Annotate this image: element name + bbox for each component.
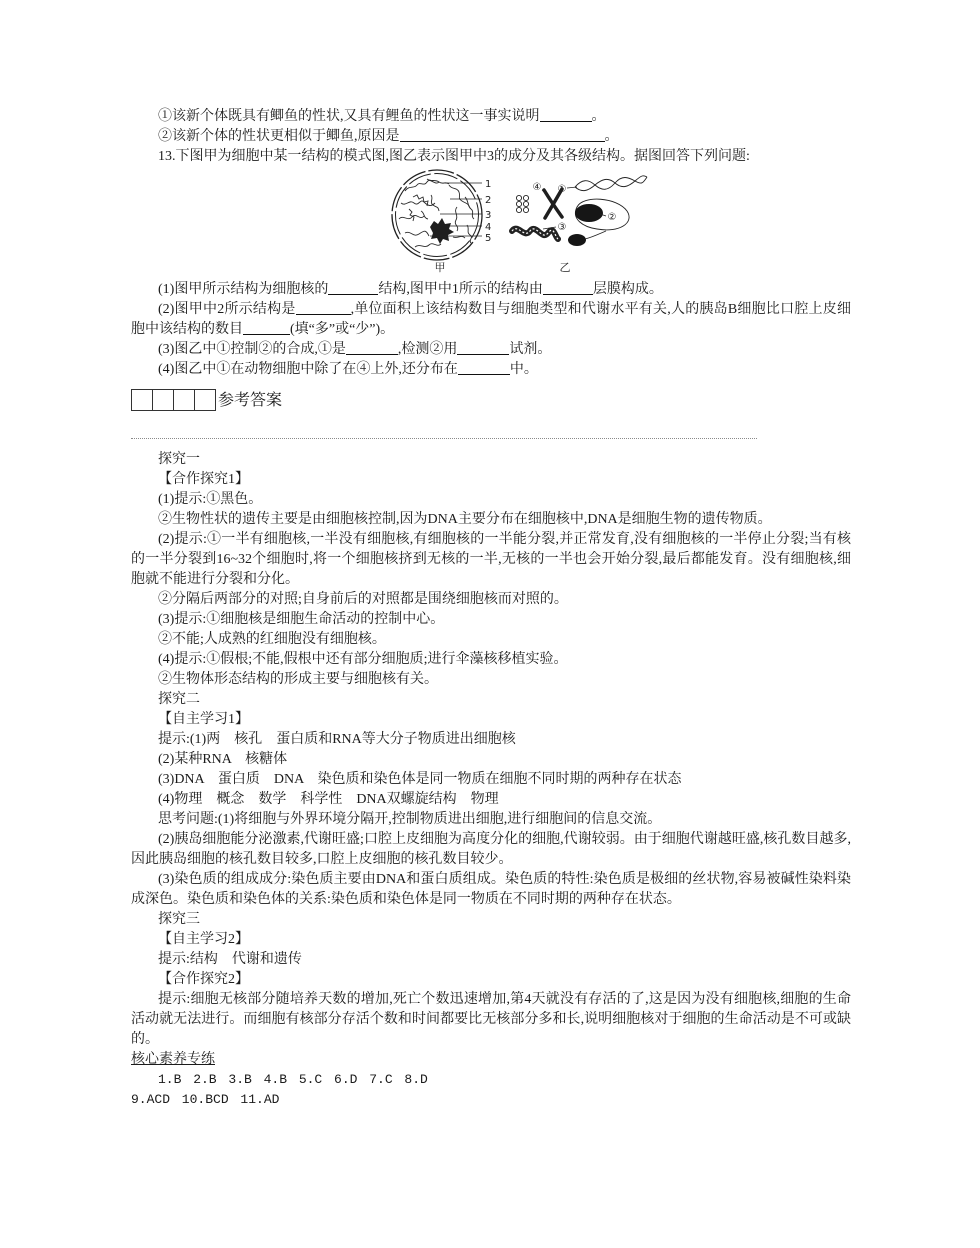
answer-blank: [540, 109, 592, 122]
figure-svg: [131, 167, 851, 280]
jia-caption: 甲: [434, 261, 446, 274]
question-13-part-1: [131, 280, 851, 300]
answer-line: ②分隔后两部分的对照;自身前后的对照都是围绕细胞核而对照的。: [158, 592, 568, 607]
yi-caption: 乙: [559, 261, 571, 274]
protein-ellipse: [575, 204, 603, 222]
subsection-title: 【合作探究1】: [158, 472, 249, 487]
dna-helix: [575, 176, 647, 191]
nucleosome: [523, 201, 528, 206]
answer-line: (4)提示:①假根;不能,假根中还有部分细胞质;进行伞藻核移植实验。: [158, 652, 568, 667]
answer-key-title: 参考答案: [218, 390, 283, 409]
answer-line: ②生物性状的遗传主要是由细胞核控制,因为DNA主要分布在细胞核中,DNA是细胞生物的遗传物质。: [158, 512, 772, 527]
answer-line: (4)物理 概念 数学 科学性 DNA双螺旋结构 物理: [158, 792, 499, 807]
answer-blank: [296, 302, 351, 315]
answer-line: (1)提示:①黑色。: [158, 492, 263, 507]
section-title: 探究一: [158, 452, 200, 467]
protein-blob: [568, 234, 586, 246]
answer-line: (3)提示:①细胞核是细胞生命活动的控制中心。: [158, 612, 445, 627]
page-content: [131, 107, 851, 1110]
answer-line: ②不能;人成熟的红细胞没有细胞核。: [158, 632, 386, 647]
text-segment: (4)图乙中①在动物细胞中除了在④上外,还分布在: [158, 362, 458, 377]
section-title: 探究三: [158, 912, 200, 927]
heading-box: [131, 389, 153, 411]
nucleosome: [516, 207, 521, 212]
nucleosome: [516, 195, 521, 200]
text-segment: 中。: [509, 362, 538, 377]
core-answers-line-2: 9.ACD 10.BCD 11.AD: [131, 1092, 280, 1107]
dna-strand: [575, 177, 647, 189]
text-segment: (3)图乙中①控制②的合成,①是: [158, 342, 346, 357]
text-segment: (1)图甲所示结构为细胞核的: [158, 282, 329, 297]
answer-line: 提示:细胞无核部分随培养天数的增加,死亡个数迅速增加,第4天就没有存活的了,这是因为没有细胞核,细胞的生命活动就无法进行。而细胞有核部分存活个数和时间都要比无核部分多和长,说明细胞核对于细胞的生命活动是不可或缺的。: [131, 992, 851, 1047]
text-segment: 结构,图甲中1所示的结构由: [378, 282, 543, 297]
answer-key-heading: [131, 389, 851, 411]
answer-line: (2)提示:①一半有细胞核,一半没有细胞核,有细胞核的一半能分裂,并正常发育,没有细胞核的一半停止分裂;当有核的一半分裂到16~32个细胞时,将一个细胞核挤到无核的一半,无核的一半也会开始分裂,最后都能发育。没有细胞核,细胞就不能进行分裂和分化。: [131, 532, 851, 587]
answer-blank: [328, 282, 378, 295]
question-13-part-2: [131, 300, 851, 340]
core-answers-line-1: 1.B 2.B 3.B 4.B 5.C 6.D 7.C 8.D: [158, 1072, 428, 1087]
answer-key: [131, 450, 851, 1110]
yi-label-3: ③: [557, 222, 567, 233]
heading-box: [152, 389, 174, 411]
nucleosome: [523, 207, 528, 212]
text-segment: ,检测②用: [397, 342, 458, 357]
answer-line: 提示:(1)两 核孔 蛋白质和RNA等大分子物质进出细胞核: [158, 732, 516, 747]
question-13-stem: 13.下图甲为细胞中某一结构的模式图,图乙表示图甲中3的成分及其各级结构。据图回答下列问题:: [158, 149, 750, 164]
text-segment: ②该新个体的性状更相似于鲫鱼,原因是: [158, 129, 400, 144]
answer-blank: [243, 322, 290, 335]
yi-label-4: ④: [532, 182, 542, 193]
subsection-title: 【合作探究2】: [158, 972, 249, 987]
heading-box: [173, 389, 195, 411]
nucleosomes: [516, 195, 528, 212]
text-segment: 。: [591, 109, 606, 124]
text-segment: ①该新个体既具有鲫鱼的性状,又具有鲤鱼的性状这一事实说明: [158, 109, 540, 124]
text-segment: (2)图甲中2所示结构是: [158, 302, 296, 317]
question-13-figure: [131, 167, 851, 280]
subsection-title: 【自主学习2】: [158, 932, 249, 947]
connector-curve: [585, 231, 606, 239]
yi-label-2: ②: [607, 212, 617, 223]
answer-line: (2)胰岛细胞能分泌激素,代谢旺盛;口腔上皮细胞为高度分化的细胞,代谢较弱。由于细胞代谢越旺盛,核孔数目越多,因此胰岛细胞的核孔数目较多,口腔上皮细胞的核孔数目较少。: [131, 832, 851, 867]
yi-label-1: ①: [557, 184, 567, 195]
answer-line: (3)染色质的组成成分:染色质主要由DNA和蛋白质组成。染色质的特性:染色质是极细的丝状物,容易被碱性染料染成深色。染色质和染色体的关系:染色质和染色体是同一物质在不同时期的两种存在状态。: [131, 872, 851, 907]
answer-line: (2)某种RNA 核糖体: [158, 752, 288, 767]
section-title: 探究二: [158, 692, 200, 707]
nucleosome: [516, 201, 521, 206]
answer-line: 提示:结构 代谢和遗传: [158, 952, 302, 967]
answer-line: ②生物体形态结构的形成主要与细胞核有关。: [158, 672, 438, 687]
text-segment: 。: [604, 129, 619, 144]
answer-blank: [458, 362, 510, 375]
heading-box: [194, 389, 216, 411]
answer-line: (3)DNA 蛋白质 DNA 染色质和染色体是同一物质在细胞不同时期的两种存在状态: [158, 772, 682, 787]
answer-blank: [400, 129, 605, 142]
core-practice-title: 核心素养专练: [131, 1052, 215, 1067]
question-item-1: [131, 107, 851, 127]
answer-blank: [543, 282, 593, 295]
text-segment: (填“多”或“少”)。: [290, 322, 395, 337]
chromosome-composition-diagram: [512, 176, 647, 274]
text-segment: ,单位面积上该结构数目与细胞类型和代谢水平有关,人的胰岛B细胞比口腔上皮细胞中该结构的数目: [131, 302, 851, 337]
jia-label-3: 3: [485, 210, 492, 221]
jia-label-5: 5: [485, 233, 492, 244]
jia-label-2: 2: [485, 195, 492, 206]
jia-label-4: 4: [485, 222, 492, 233]
answer-blank: [457, 342, 509, 355]
question-13-part-4: [131, 360, 851, 380]
dotted-divider: [131, 438, 757, 439]
nucleosome: [523, 195, 528, 200]
question-item-2: [131, 127, 851, 147]
jia-label-1: 1: [485, 179, 492, 190]
question-13-part-3: [131, 340, 851, 360]
answer-line: 思考问题:(1)将细胞与外界环境分隔开,控制物质进出细胞,进行细胞间的信息交流。: [158, 812, 662, 827]
text-segment: 层膜构成。: [592, 282, 663, 297]
nucleus-diagram: [392, 170, 491, 274]
text-segment: 试剂。: [509, 342, 552, 357]
subsection-title: 【自主学习1】: [158, 712, 249, 727]
dna-strand: [575, 176, 647, 191]
outer-nuclear-membrane: [392, 170, 482, 260]
answer-blank: [346, 342, 398, 355]
